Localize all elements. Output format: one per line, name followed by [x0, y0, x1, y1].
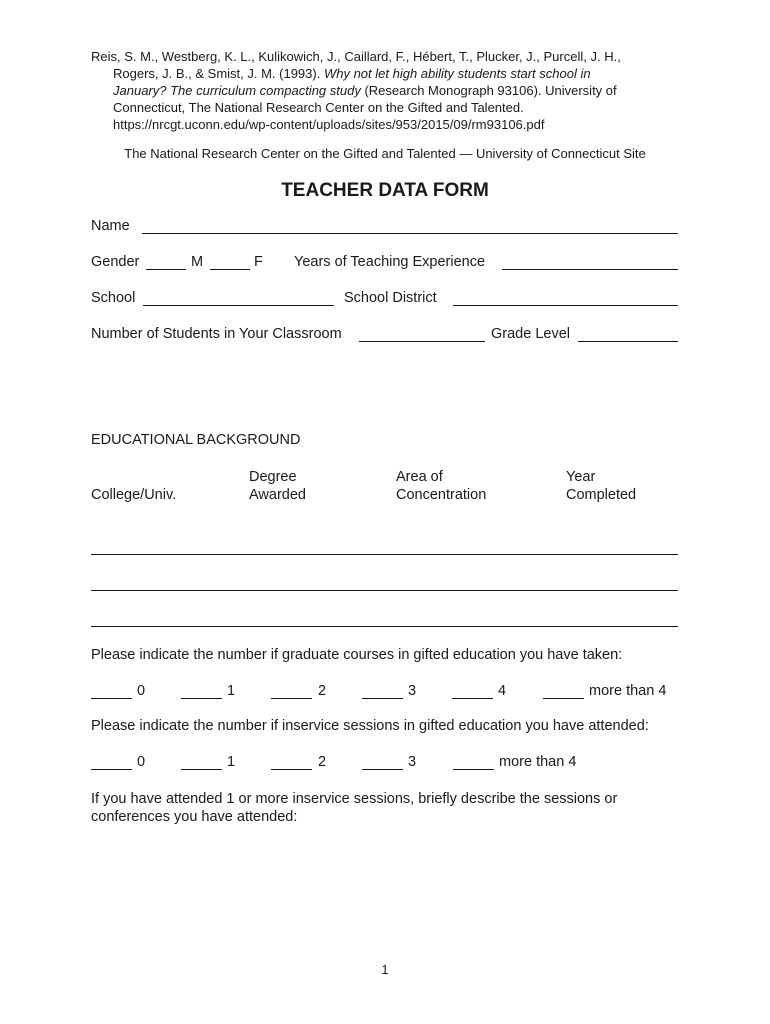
citation	[91, 48, 691, 133]
citation-authors: Rogers, J. B., & Smist, J. M. (1993).	[113, 66, 324, 81]
inservice-option-3-label: 3	[408, 754, 417, 770]
citation-line-2	[91, 65, 691, 82]
courses-option-0-blank[interactable]	[91, 684, 132, 699]
courses-option-4-blank[interactable]	[452, 684, 493, 699]
inservice-option-more-blank[interactable]	[453, 755, 494, 770]
col-area	[396, 468, 486, 504]
school-label: School	[91, 290, 136, 306]
education-heading: EDUCATIONAL BACKGROUND	[91, 432, 301, 448]
courses-option-more-label: more than 4	[589, 683, 667, 699]
col-degree-line1: Degree	[249, 469, 297, 485]
col-year	[566, 468, 636, 504]
gender-male-label: M	[191, 254, 204, 270]
courses-option-1-blank[interactable]	[181, 684, 222, 699]
num-students-label: Number of Students in Your Classroom	[91, 326, 342, 342]
col-area-line1: Area of	[396, 469, 443, 485]
citation-line-4: Connecticut, The National Research Center on the Gifted and Talented.	[113, 100, 524, 115]
site-line: The National Research Center on the Gifted and Talented — University of Connecticut Site	[124, 146, 646, 161]
inservice-option-2-label: 2	[318, 754, 327, 770]
gender-female-blank[interactable]	[210, 255, 250, 270]
name-label: Name	[91, 218, 130, 234]
citation-title-part-2: January? The curriculum compacting study	[113, 83, 361, 98]
grade-level-label: Grade Level	[491, 326, 570, 342]
gender-male-blank[interactable]	[146, 255, 186, 270]
citation-line-3	[91, 82, 691, 99]
gender-label: Gender	[91, 254, 140, 270]
courses-option-2-label: 2	[318, 683, 327, 699]
school-district-label: School District	[344, 290, 437, 306]
inservice-option-more-label: more than 4	[499, 754, 577, 770]
inservice-option-0-label: 0	[137, 754, 146, 770]
education-row-1[interactable]	[91, 554, 678, 555]
school-district-field[interactable]	[453, 291, 678, 306]
inservice-question: Please indicate the number if inservice sessions in gifted education you have attended:	[91, 718, 649, 734]
form-title: TEACHER DATA FORM	[281, 180, 489, 201]
school-field[interactable]	[143, 291, 334, 306]
education-row-3[interactable]	[91, 626, 678, 627]
education-row-2[interactable]	[91, 590, 678, 591]
col-degree	[249, 468, 306, 504]
courses-option-4-label: 4	[498, 683, 507, 699]
inservice-option-0-blank[interactable]	[91, 755, 132, 770]
inservice-option-2-blank[interactable]	[271, 755, 312, 770]
inservice-option-1-label: 1	[227, 754, 236, 770]
courses-option-more-blank[interactable]	[543, 684, 584, 699]
courses-option-1-label: 1	[227, 683, 236, 699]
describe-line-2: conferences you have attended:	[91, 809, 298, 825]
grade-level-field[interactable]	[578, 327, 678, 342]
page-number: 1	[381, 962, 389, 977]
citation-title-part-1: Why not let high ability students start school in	[323, 66, 591, 81]
inservice-option-3-blank[interactable]	[362, 755, 403, 770]
num-students-field[interactable]	[359, 327, 485, 342]
courses-option-3-blank[interactable]	[362, 684, 403, 699]
col-year-line2: Completed	[566, 487, 637, 503]
years-experience-field[interactable]	[502, 255, 678, 270]
name-field[interactable]	[142, 219, 678, 234]
citation-line-1: Reis, S. M., Westberg, K. L., Kulikowich, J., Caillard, F., Hébert, T., Plucker, J., Purcell, J. H.,	[91, 49, 621, 64]
col-college: College/Univ.	[91, 487, 177, 503]
courses-question: Please indicate the number if graduate courses in gifted education you have taken:	[91, 647, 623, 663]
describe-line-1: If you have attended 1 or more inservice sessions, briefly describe the sessions or	[91, 791, 618, 807]
inservice-option-1-blank[interactable]	[181, 755, 222, 770]
courses-option-3-label: 3	[408, 683, 417, 699]
courses-option-2-blank[interactable]	[271, 684, 312, 699]
courses-option-0-label: 0	[137, 683, 146, 699]
years-experience-label: Years of Teaching Experience	[294, 254, 486, 270]
col-area-line2: Concentration	[396, 487, 487, 503]
citation-url: https://nrcgt.uconn.edu/wp-content/uploads/sites/953/2015/09/rm93106.pdf	[113, 117, 545, 132]
describe-prompt	[91, 790, 617, 826]
citation-monograph: (Research Monograph 93106). University of	[360, 83, 617, 98]
col-year-line1: Year	[566, 469, 596, 485]
gender-female-label: F	[254, 254, 263, 270]
col-degree-line2: Awarded	[249, 487, 306, 503]
